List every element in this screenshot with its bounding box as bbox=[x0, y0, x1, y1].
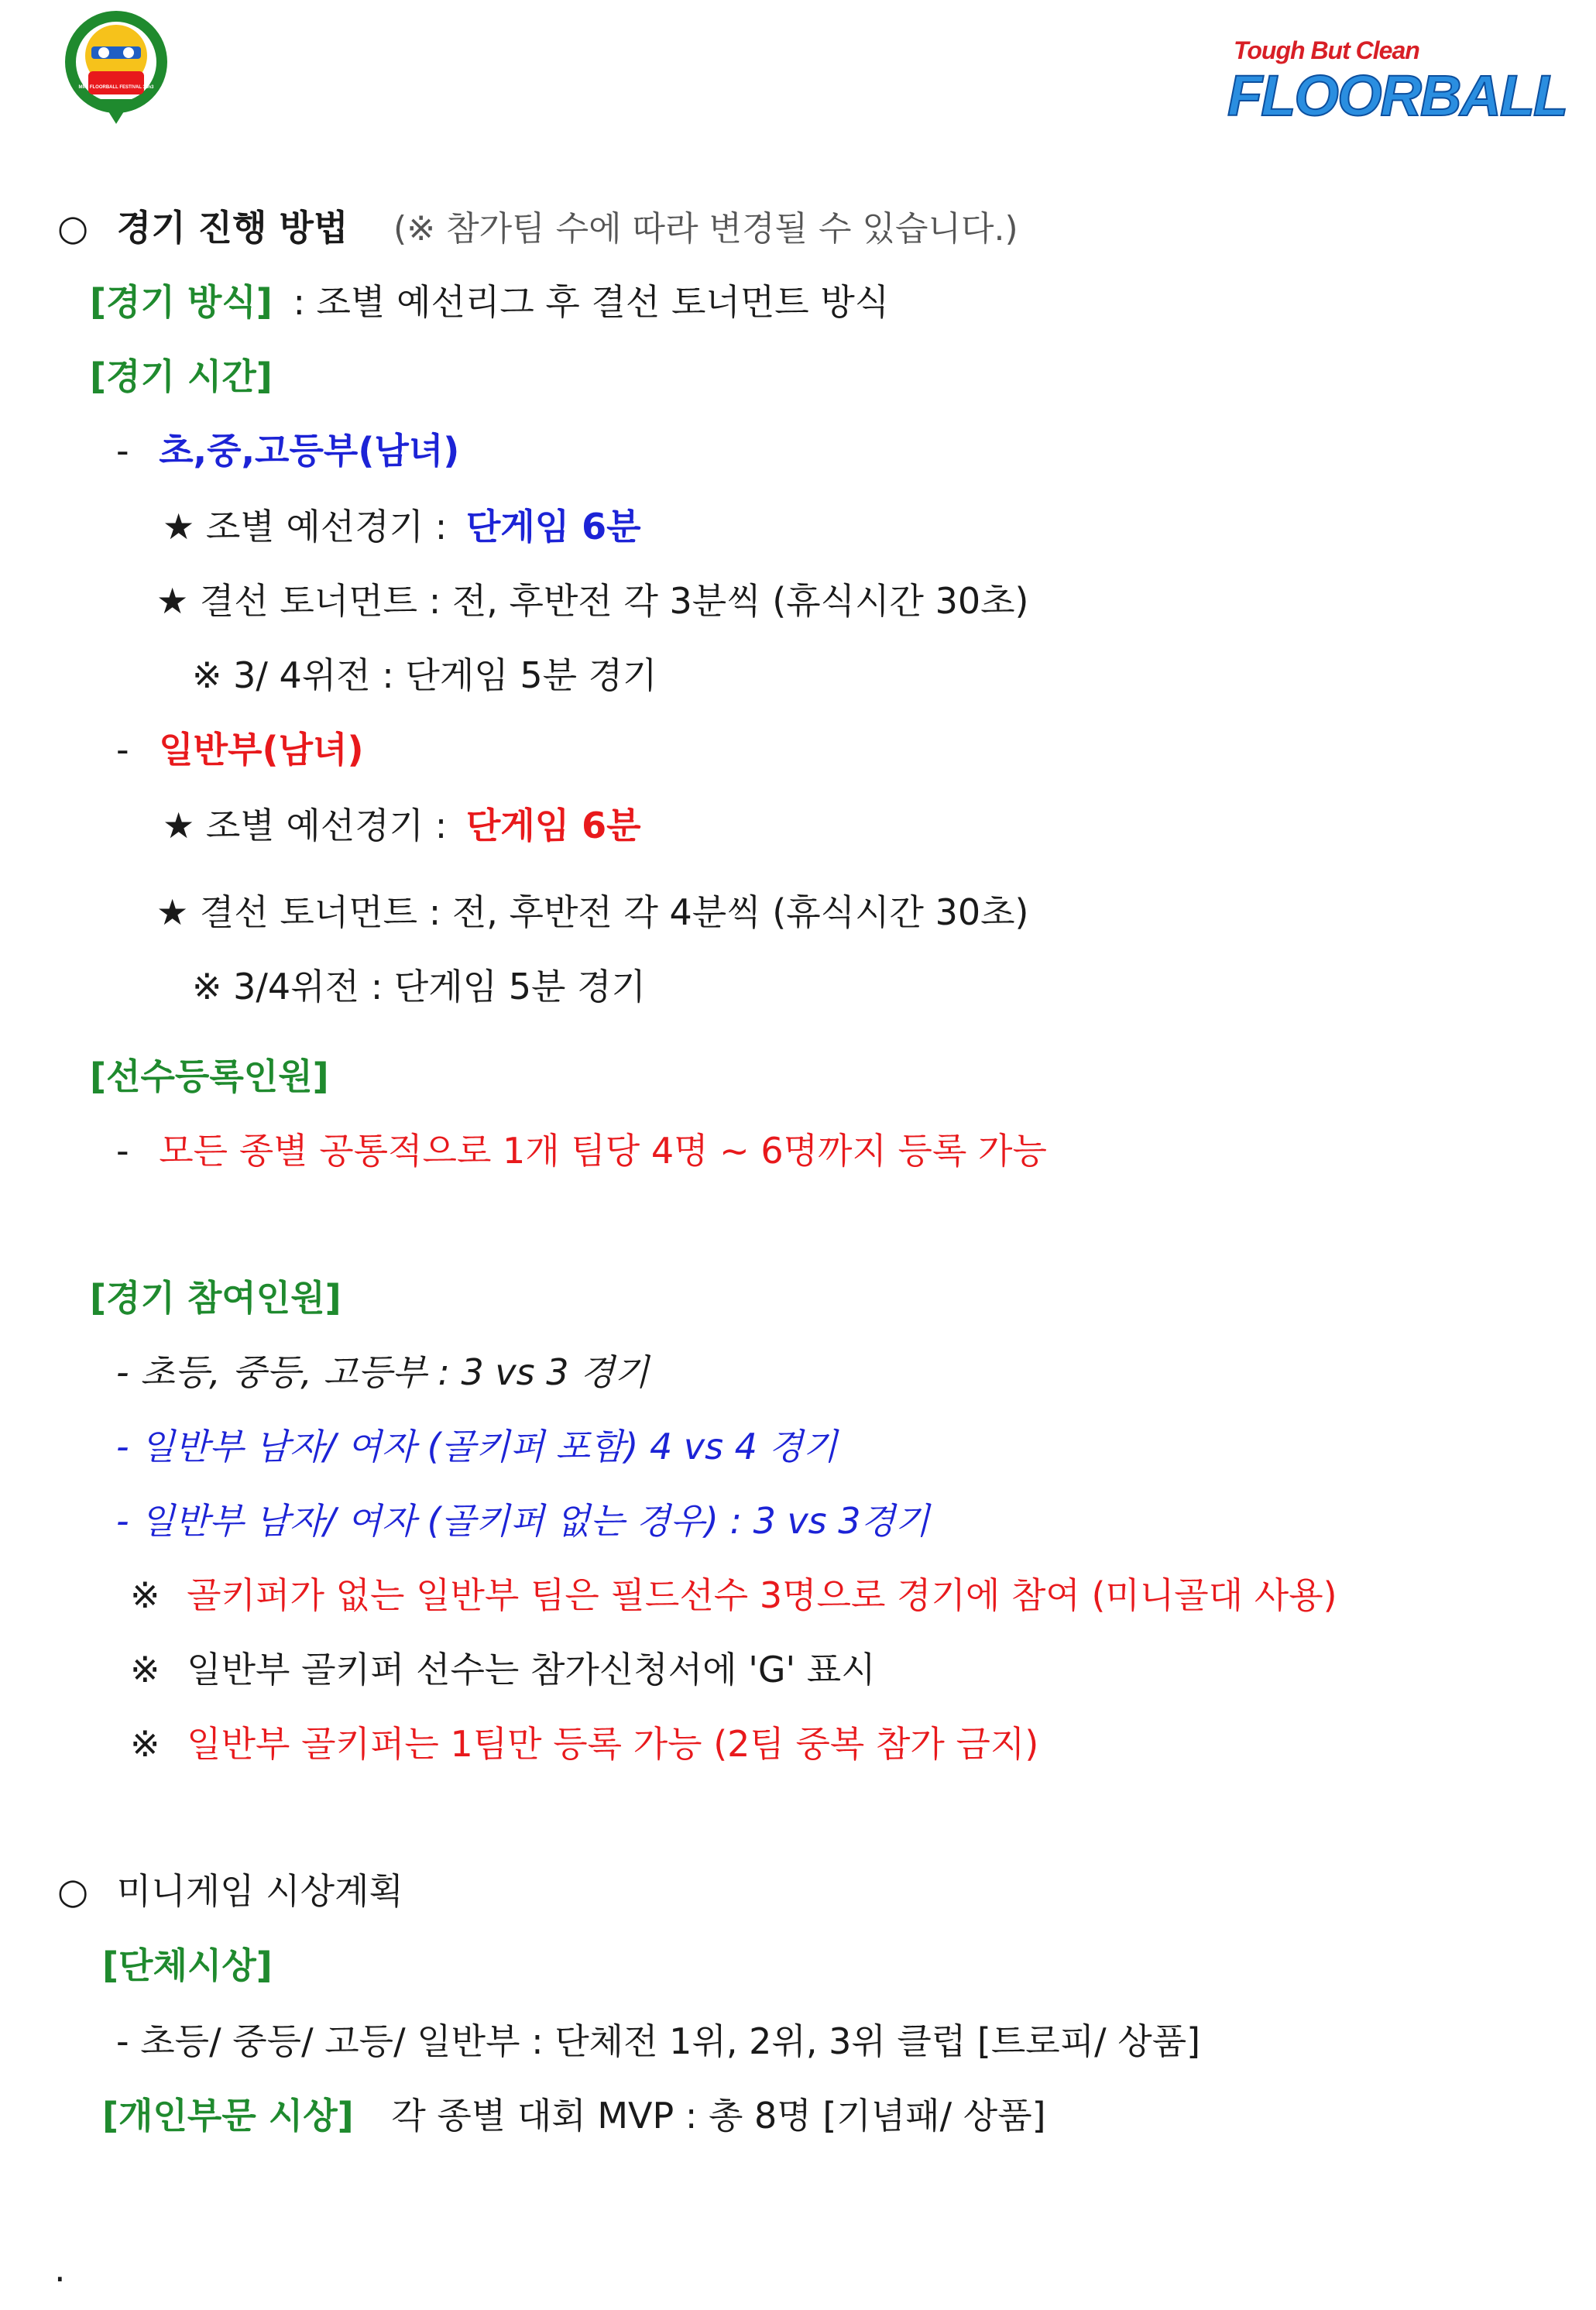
players-label: [경기 참여인원] bbox=[90, 1277, 342, 1319]
section-1-title: 경기 진행 방법 bbox=[116, 207, 348, 249]
footer-mark: . bbox=[54, 2248, 66, 2290]
players-general-no-keeper: - 일반부 남자/ 여자 (골키퍼 없는 경우) : 3 vs 3경기 bbox=[116, 1500, 930, 1542]
reference-mark: ※ bbox=[130, 1649, 160, 1690]
format-label: [경기 방식] bbox=[90, 281, 273, 323]
dash: - bbox=[116, 729, 129, 771]
register-row bbox=[116, 1128, 1047, 1174]
reference-mark: ※ bbox=[130, 1574, 160, 1616]
time-label: [경기 시간] bbox=[90, 355, 273, 397]
note-row-1 bbox=[130, 1572, 1337, 1618]
reference-mark: ※ bbox=[130, 1723, 160, 1765]
youth-final-row: ★ 결선 토너먼트 : 전, 후반전 각 3분씩 (휴식시간 30초) bbox=[156, 580, 1029, 622]
note-row-2 bbox=[130, 1646, 876, 1693]
individual-award-label: [개인부문 시상] bbox=[102, 2095, 354, 2137]
youth-heading bbox=[116, 427, 459, 474]
youth-title: 초,중,고등부(남녀) bbox=[159, 430, 460, 472]
section-2-heading bbox=[57, 1868, 403, 1914]
section-2-title: 미니게임 시상계획 bbox=[116, 1870, 403, 1912]
festival-logo bbox=[62, 8, 170, 130]
note-1: 골키퍼가 없는 일반부 팀은 필드선수 3명으로 경기에 참여 (미니골대 사용) bbox=[187, 1574, 1337, 1616]
players-general-with-keeper: - 일반부 남자/ 여자 (골키퍼 포함) 4 vs 4 경기 bbox=[116, 1426, 838, 1467]
general-group-label: ★ 조별 예선경기 : bbox=[163, 805, 448, 846]
circle-bullet-icon: ○ bbox=[57, 1870, 89, 1912]
individual-award-row bbox=[102, 2092, 1046, 2139]
general-title: 일반부(남녀) bbox=[159, 729, 364, 771]
team-award-label: [단체시상] bbox=[102, 1944, 273, 1986]
logo-tagline: Tough But Clean bbox=[1234, 36, 1419, 64]
dash: - bbox=[116, 430, 129, 472]
general-third-row: ※ 3/4위전 : 단게임 5분 경기 bbox=[192, 966, 646, 1007]
format-row bbox=[90, 279, 889, 325]
general-final-row: ★ 결선 토너먼트 : 전, 후반전 각 4분씩 (휴식시간 30초) bbox=[156, 891, 1029, 933]
register-label: [선수등록인원] bbox=[90, 1055, 329, 1097]
logo-3on3-text: MINI FLOORBALL FESTIVAL 3on3 bbox=[78, 85, 154, 90]
team-award-value: - 초등/ 중등/ 고등/ 일반부 : 단체전 1위, 2위, 3위 클럽 [트로피/ 상품] bbox=[116, 2020, 1201, 2062]
note-3: 일반부 골키퍼는 1팀만 등록 가능 (2팀 중복 참가 금지) bbox=[187, 1723, 1039, 1765]
circle-bullet-icon: ○ bbox=[57, 207, 89, 249]
section-1-heading bbox=[57, 204, 1018, 252]
general-heading bbox=[116, 726, 363, 773]
dash: - bbox=[116, 1130, 129, 1172]
section-1-note: (※ 참가팀 수에 따라 변경될 수 있습니다.) bbox=[393, 209, 1018, 249]
format-value: : 조별 예선리그 후 결선 토너먼트 방식 bbox=[293, 281, 890, 323]
logo-wordmark: FLOORBALL bbox=[1227, 63, 1567, 128]
general-group-row bbox=[163, 802, 641, 849]
youth-third-row: ※ 3/ 4위전 : 단게임 5분 경기 bbox=[192, 654, 657, 696]
youth-group-label: ★ 조별 예선경기 : bbox=[163, 506, 448, 547]
register-value: 모든 종별 공통적으로 1개 팀당 4명 ~ 6명까지 등록 가능 bbox=[159, 1130, 1047, 1172]
note-2: 일반부 골키퍼 선수는 참가신청서에 'G' 표시 bbox=[187, 1649, 876, 1690]
note-row-3 bbox=[130, 1721, 1038, 1767]
youth-group-row bbox=[163, 503, 641, 550]
general-group-value: 단게임 6분 bbox=[465, 805, 641, 846]
youth-group-value: 단게임 6분 bbox=[465, 506, 641, 547]
floorball-logo bbox=[1227, 35, 1584, 128]
individual-award-value: 각 종별 대회 MVP : 총 8명 [기념패/ 상품] bbox=[391, 2095, 1046, 2137]
players-youth: - 초등, 중등, 고등부 : 3 vs 3 경기 bbox=[116, 1351, 649, 1393]
